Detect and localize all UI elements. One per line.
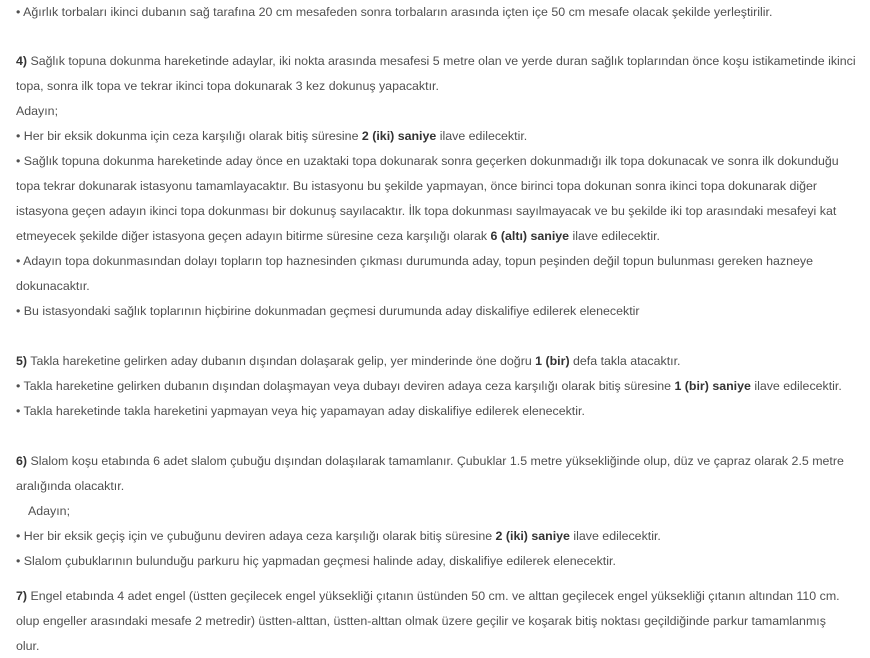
paragraph-line: topa tekrar dokunarak istasyonu tamamlayacaktır. Bu istasyonu bu şekilde yapmayan, önce birinci topa dokunan sonra ikinci topa dokunarak diğer bbox=[16, 179, 818, 193]
count-emphasis: 1 (bir) bbox=[535, 354, 570, 368]
penalty-emphasis: 2 (iki) saniye bbox=[495, 529, 570, 543]
penalty-emphasis: 2 (iki) saniye bbox=[361, 129, 437, 143]
paragraph-line: olur. bbox=[16, 639, 40, 653]
section-7-line: 7) Engel etabında 4 adet engel (üstten geçilecek engel yüksekliği çıtanın üstünden 50 cm. ve alttan geçilecek engel yüksekliği çıtanın altından 110 cm. bbox=[16, 589, 840, 603]
section-number: 7) bbox=[16, 589, 28, 603]
bullet-line: • Sağlık topuna dokunma hareketinde aday önce en uzaktaki topa dokunarak sonra geçerken dokunmadığı ilk topa dokunacak ve sonra ilk dokunduğu bbox=[16, 154, 839, 168]
bullet-line: • Bu istasyondaki sağlık toplarının hiçbirine dokunmadan geçmesi durumunda aday diskalifiye edilerek elenecektir bbox=[16, 304, 640, 318]
bullet-line: • Her bir eksik dokunma için ceza karşılığı olarak bitiş süresine 2 (iki) saniye ilave edilecektir. bbox=[16, 129, 528, 143]
paragraph-line: aralığında olacaktır. bbox=[16, 479, 125, 493]
bullet-line: • Slalom çubuklarının bulunduğu parkuru hiç yapmadan geçmesi halinde aday, diskalifiye edilerek elenecektir. bbox=[16, 554, 616, 568]
section-number: 4) bbox=[16, 54, 28, 68]
adayin-label: Adayın; bbox=[28, 504, 71, 518]
section-5-line: 5) Takla hareketine gelirken aday dubanın dışından dolaşarak gelip, yer minderinde öne doğru 1 (bir) defa takla atacaktır. bbox=[16, 354, 681, 368]
paragraph-line: etmeyecek şekilde diğer istasyona geçen adayın bitirme süresine ceza karşılığı olarak 6 (altı) saniye ilave edilecektir. bbox=[16, 229, 660, 243]
penalty-emphasis: 1 (bir) saniye bbox=[674, 379, 751, 393]
bullet-line: • Takla hareketinde takla hareketini yapmayan veya hiç yapamayan aday diskalifiye edilerek elenecektir. bbox=[16, 404, 585, 418]
penalty-emphasis: 6 (altı) saniye bbox=[490, 229, 570, 243]
section-4-line: 4) Sağlık topuna dokunma hareketinde adaylar, iki nokta arasında mesafesi 5 metre olan ve yerde duran sağlık toplarından önce koşu istikametinde ikinci bbox=[16, 54, 856, 68]
bullet-line: • Adayın topa dokunmasından dolayı topların top haznesinden çıkması durumunda aday, topun peşinden değil topun bulunması gereken hazneye bbox=[16, 254, 813, 268]
bullet-line: • Her bir eksik geçiş için ve çubuğunu deviren adaya ceza karşılığı olarak bitiş süresine 2 (iki) saniye ilave edilecektir. bbox=[16, 529, 661, 543]
section-6-line: 6) Slalom koşu etabında 6 adet slalom çubuğu dışından dolaşılarak tamamlanır. Çubuklar 1.5 metre yüksekliğinde olup, düz ve çapraz olarak 2.5 metre bbox=[16, 454, 844, 468]
paragraph-line: dokunacaktır. bbox=[16, 279, 90, 293]
adayin-label: Adayın; bbox=[16, 104, 59, 118]
paragraph-line: istasyona geçen adayın ikinci topa dokunması bir dokunuş sayılacaktır. İlk topa dokunması sayılmayacak ve bu şekilde iki top arasındaki mesafeyi kat bbox=[16, 204, 837, 218]
bullet-line: • Ağırlık torbaları ikinci dubanın sağ tarafına 20 cm mesafeden sonra torbaların arasında içten içe 50 cm mesafe olacak şekilde yerleştirilir. bbox=[16, 5, 773, 19]
section-number: 5) bbox=[16, 354, 28, 368]
paragraph-line: olup engeller arasındaki mesafe 2 metredir) üstten-alttan, üstten-alttan olmak üzere geçilir ve koşarak bitiş noktası geçildiğinde parkur tamamlanmış bbox=[16, 614, 826, 628]
paragraph-line: topa, sonra ilk topa ve tekrar ikinci topa dokunarak 3 kez dokunuş yapacaktır. bbox=[16, 79, 439, 93]
bullet-line: • Takla hareketine gelirken dubanın dışından dolaşmayan veya dubayı deviren adaya ceza karşılığı olarak bitiş süresine 1 (bir) saniye ilave edilecektir. bbox=[16, 379, 842, 393]
section-number: 6) bbox=[16, 454, 28, 468]
